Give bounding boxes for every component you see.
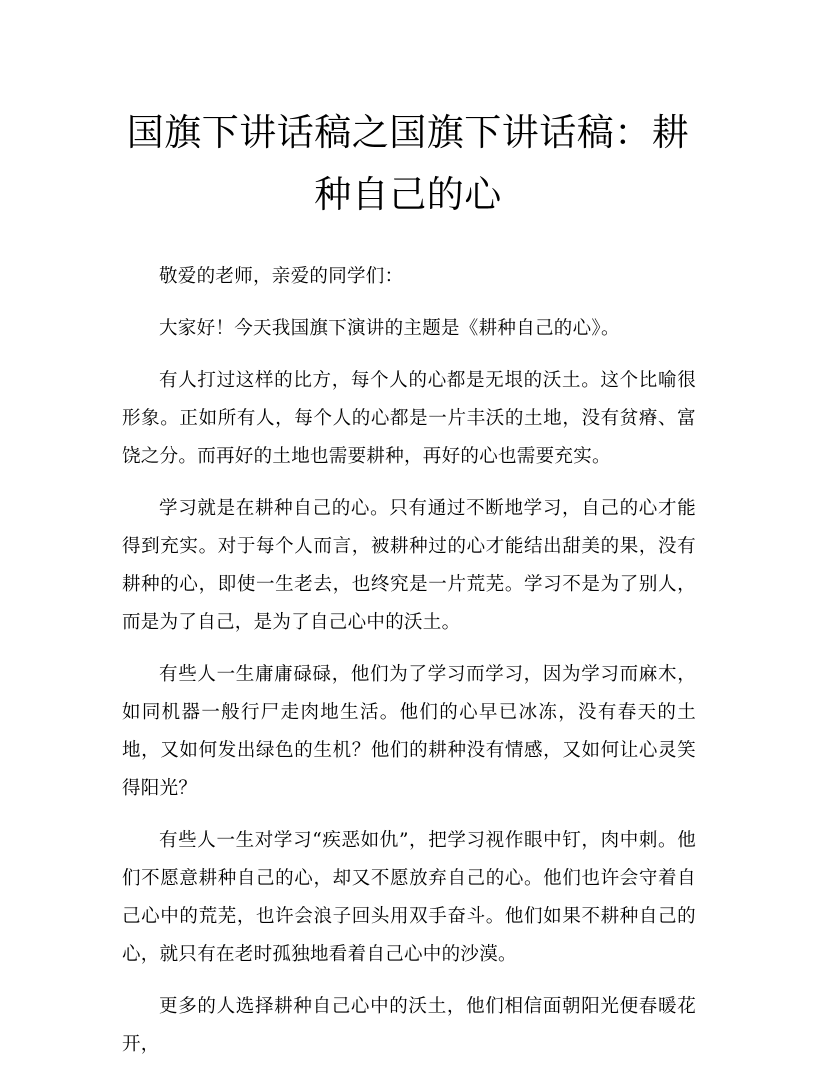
salutation-paragraph: 敬爱的老师，亲爱的同学们： — [159, 266, 404, 287]
body-paragraph: 有人打过这样的比方，每个人的心都是无垠的沃土。这个比喻很形象。正如所有人，每个人的心都是一片丰沃的土地，没有贫瘠、富饶之分。而再好的土地也需要耕种，再好的心也需要充实。 — [122, 370, 696, 467]
document-title: 国旗下讲话稿之国旗下讲话稿：耕种自己的心 — [126, 111, 690, 216]
body-paragraph: 学习就是在耕种自己的心。只有通过不断地学习，自己的心才能得到充实。对于每个人而言，被耕种过的心才能结出甜美的果，没有耕种的心，即使一生老去，也终究是一片荒芜。学习不是为了别人，而是为了自己，是为了自己心中的沃土。 — [122, 498, 696, 633]
document-body — [122, 258, 696, 1078]
body-paragraph: 有些人一生对学习“疾恶如仇”，把学习视作眼中钉，肉中刺。他们不愿意耕种自己的心，却又不愿放弃自己的心。他们也许会守着自己心中的荒芜，也许会浪子回头用双手奋斗。他们如果不耕种自己的心，就只有在老时孤独地看着自己心中的沙漠。 — [122, 830, 696, 965]
body-paragraph: 更多的人选择耕种自己心中的沃土，他们相信面朝阳光便春暖花开， — [122, 996, 696, 1055]
body-paragraph: 有些人一生庸庸碌碌，他们为了学习而学习，因为学习而麻木，如同机器一般行尸走肉地生活。他们的心早已冰冻，没有春天的土地，又如何发出绿色的生机？他们的耕种没有情感，又如何让心灵笑得阳光？ — [122, 664, 696, 799]
greeting-paragraph: 大家好！今天我国旗下演讲的主题是《耕种自己的心》。 — [159, 318, 620, 339]
